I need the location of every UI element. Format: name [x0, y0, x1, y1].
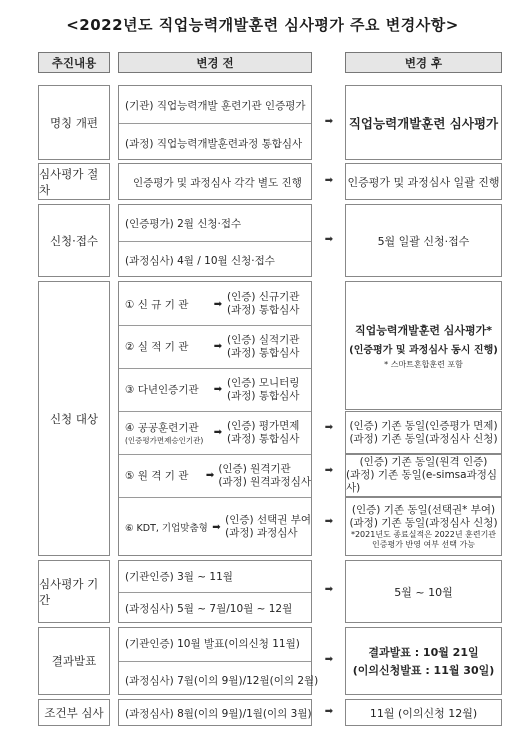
- category-label: 심사평가 절차: [39, 166, 99, 197]
- header-before: 변경 전: [118, 52, 312, 73]
- target-change: (과정) 과정심사: [225, 527, 298, 539]
- after-line: (인증) 기존 동일(선택권* 부여): [351, 503, 496, 516]
- header-after: 변경 후: [345, 52, 502, 73]
- before-line: (기관인증) 3월 ~ 11월: [125, 571, 233, 583]
- before-line: (과정심사) 5월 ~ 7월/10월 ~ 12월: [125, 603, 293, 615]
- before-application: [118, 204, 312, 277]
- arrow-icon: ➡: [212, 521, 221, 533]
- after-naming: [345, 85, 502, 160]
- category-label: 결과발표: [51, 654, 97, 668]
- arrow-icon: ➡: [205, 470, 215, 481]
- target-item: [119, 369, 311, 410]
- before-line: 인증평가 및 과정심사 각각 별도 진행: [133, 177, 302, 189]
- after-line: 결과발표 : 10월 21일: [368, 646, 479, 659]
- after-text: 직업능력개발훈련 심사평가: [348, 115, 499, 131]
- target-item: [119, 412, 311, 453]
- after-conditional: [345, 699, 502, 726]
- category-label: 명칭 개편: [49, 115, 99, 130]
- arrow-icon: ➡: [324, 654, 334, 665]
- target-change: (과정) 원격과정심사: [218, 475, 311, 488]
- category-target: [38, 281, 110, 556]
- page-title: <2022년도 직업능력개발훈련 심사평가 주요 변경사항>: [66, 16, 459, 34]
- after-line: (인증) 기존 동일(원격 인증): [359, 456, 488, 468]
- arrow-icon: ➡: [213, 384, 223, 395]
- target-note: (인증평가면제승인기관): [125, 435, 204, 445]
- before-result: [118, 627, 319, 695]
- category-naming: [38, 85, 110, 160]
- arrow-icon: ➡: [213, 298, 223, 310]
- after-target-public: [345, 411, 502, 454]
- arrow-icon: ➡: [324, 422, 334, 433]
- target-name-text: ④ 공공훈련기관: [125, 421, 199, 434]
- divider: [119, 592, 311, 593]
- after-target-remote: [345, 454, 502, 497]
- after-line: (과정) 기존 동일(e-simsa과정심사): [346, 469, 498, 494]
- after-line: (과정) 기존 동일(과정심사 신청): [349, 516, 498, 529]
- divider: [119, 241, 311, 242]
- arrow-icon: ➡: [324, 516, 334, 527]
- arrow-icon: ➡: [324, 465, 334, 476]
- after-text: 인증평가 및 과정심사 일괄 진행: [347, 175, 500, 189]
- after-note: * 스마트혼합훈련 포함: [384, 359, 463, 369]
- before-line: (과정) 직업능력개발훈련과정 통합심사: [125, 138, 303, 150]
- target-item: [119, 498, 311, 556]
- arrow-icon: ➡: [324, 706, 334, 717]
- target-change: (인증) 실적기관: [227, 333, 300, 346]
- category-procedure: [38, 163, 110, 200]
- after-application: [345, 204, 502, 277]
- target-change: (과정) 통합심사: [227, 346, 300, 359]
- target-change: (과정) 통합심사: [227, 389, 300, 402]
- before-procedure: [118, 163, 312, 200]
- after-result: [345, 627, 502, 695]
- after-note: 인증평가 반영 여부 선택 가능: [372, 539, 475, 549]
- target-name: [119, 420, 209, 446]
- after-text: 5월 일괄 신청·접수: [377, 234, 470, 248]
- after-line: (과정) 기존 동일(과정심사 신청): [349, 432, 498, 445]
- category-label: 조건부 심사: [44, 705, 104, 720]
- target-name: ③ 다년인증기관: [125, 384, 199, 396]
- after-target-kdt: [345, 497, 502, 556]
- target-change: (인증) 신규기관: [227, 291, 300, 303]
- target-name: ⑤ 원 격 기 관: [125, 470, 189, 482]
- target-name: ① 신 규 기 관: [125, 298, 189, 311]
- after-main: 직업능력개발훈련 심사평가*: [354, 323, 493, 337]
- after-sub: (인증평가 및 과정심사 동시 진행): [349, 344, 498, 356]
- after-text: 11월 (이의신청 12월): [369, 706, 478, 720]
- before-line: (기관인증) 10월 발표(이의신청 11월): [125, 638, 300, 650]
- before-period: [118, 560, 312, 623]
- target-change: (인증) 선택권 부여: [225, 514, 311, 526]
- after-procedure: [345, 163, 502, 200]
- after-text: 5월 ~ 10월: [394, 585, 453, 599]
- before-conditional: [118, 699, 312, 726]
- before-line: (인증평가) 2월 신청·접수: [125, 218, 242, 230]
- target-change: (인증) 원격기관: [218, 462, 291, 475]
- arrow-icon: ➡: [324, 116, 334, 127]
- target-change: (과정) 통합심사: [227, 304, 300, 316]
- target-item: [119, 455, 311, 496]
- before-line: (과정심사) 8월(이의 9월)/1월(이의 3월): [125, 708, 312, 720]
- target-name: ⑥ KDT, 기업맞춤형: [125, 523, 208, 534]
- before-line: (기관) 직업능력개발 훈련기관 인증평가: [125, 100, 306, 112]
- divider: [119, 661, 311, 662]
- target-item: [119, 284, 311, 324]
- before-target: [118, 281, 312, 556]
- category-application: [38, 204, 110, 277]
- header-category: 추진내용: [38, 52, 110, 73]
- category-label: 심사평가 기간: [39, 576, 99, 607]
- target-change: (인증) 평가면제: [227, 419, 300, 432]
- target-change: (인증) 모니터링: [227, 376, 300, 389]
- after-period: [345, 560, 502, 623]
- target-change: (과정) 통합심사: [227, 432, 300, 445]
- before-naming: [118, 85, 312, 160]
- before-line: (과정심사) 7월(이의 9월)/12월(이의 2월): [125, 675, 319, 687]
- category-period: [38, 560, 110, 623]
- target-item: [119, 326, 311, 367]
- arrow-icon: ➡: [324, 234, 334, 245]
- category-label: 신청·접수: [49, 233, 99, 248]
- target-name: ② 실 적 기 관: [125, 341, 189, 353]
- category-label: 신청 대상: [49, 411, 99, 426]
- after-target-combined: [345, 281, 502, 410]
- category-conditional: [38, 699, 110, 726]
- arrow-icon: ➡: [324, 175, 334, 186]
- arrow-icon: ➡: [213, 427, 223, 438]
- after-line: (이의신청발표 : 11월 30일): [352, 664, 495, 677]
- arrow-icon: ➡: [324, 584, 334, 595]
- after-note: *2021년도 종료실적은 2022년 훈련기관: [350, 529, 497, 539]
- category-result: [38, 627, 110, 695]
- arrow-icon: ➡: [213, 341, 223, 352]
- after-line: (인증) 기존 동일(인증평가 면제): [349, 419, 498, 432]
- before-line: (과정심사) 4월 / 10월 신청·접수: [125, 255, 275, 267]
- divider: [119, 123, 311, 124]
